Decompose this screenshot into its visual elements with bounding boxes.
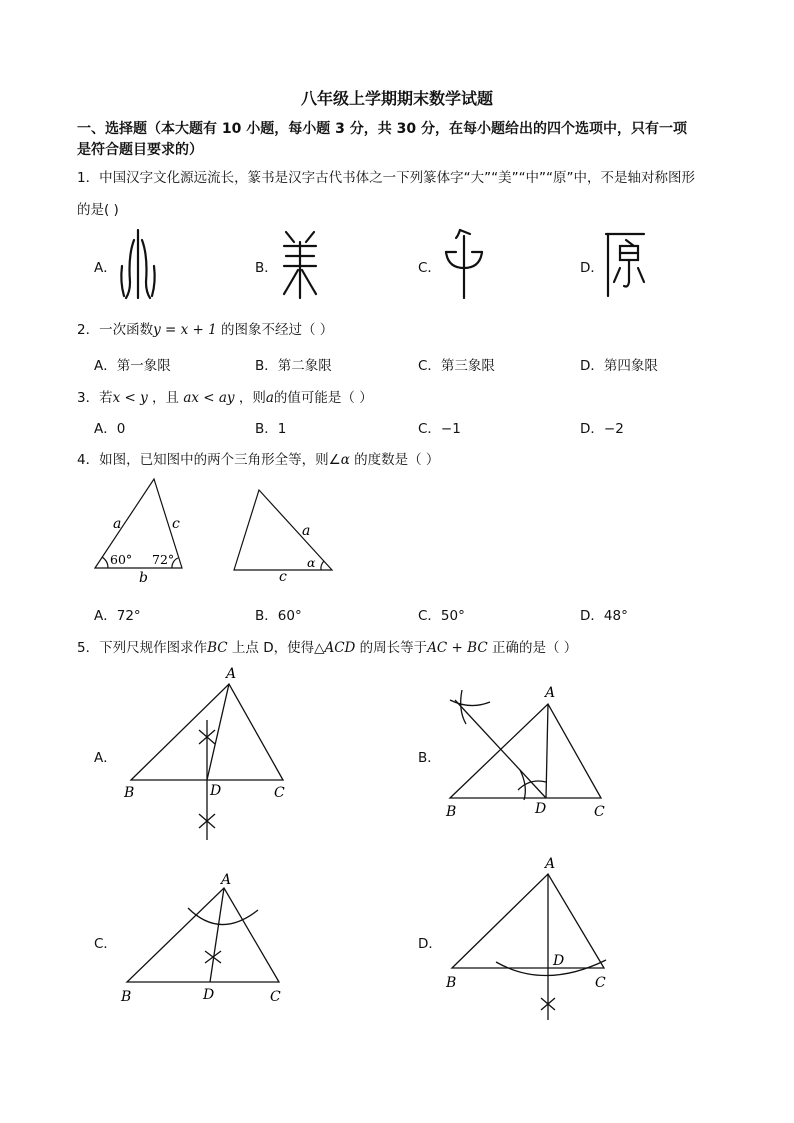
q5-fig-a-label-d: D (210, 783, 222, 799)
q4-t1-side-c: c (172, 516, 180, 532)
q5-triangle-acd: △ACD (314, 640, 356, 656)
q1-text-line2: 的是( ) (77, 202, 119, 218)
q5-mid2: 的周长等于 (355, 640, 428, 656)
q5-prefix: 5．下列尺规作图求作 (77, 640, 208, 656)
q4-prefix: 4．如图，已知图中的两个三角形全等，则∠ (77, 452, 341, 468)
q5-option-c-label[interactable]: C． (94, 936, 117, 952)
q2-option-d[interactable]: D．第四象限 (580, 358, 658, 374)
q1-option-b-label[interactable]: B． (255, 260, 278, 276)
q4-option-c[interactable]: C．50° (418, 608, 465, 624)
q5-fig-b-label-a: A (545, 685, 556, 701)
section-heading-line1: 一、选择题（本大题有 10 小题，每小题 3 分，共 30 分，在每小题给出的四个选项中，只有一项 (77, 121, 687, 137)
q2-option-c[interactable]: C．第三象限 (418, 358, 495, 374)
q5-fig-d-label-c: C (595, 975, 606, 991)
q4-var: α (340, 452, 350, 468)
q3-option-a[interactable]: A．0 (94, 421, 126, 437)
q5-fig-b-label-c: C (594, 804, 605, 820)
q5-fig-a-label-b: B (124, 785, 135, 801)
q3-option-b[interactable]: B．1 (255, 421, 287, 437)
q3-mid2: ，则 (234, 390, 266, 406)
q5-sum: AC + BC (427, 640, 488, 656)
q1-text-line1: 1．中国汉字文化源远流长，篆书是汉字古代书体之一下列篆体字“大”“美”“中”“原”中，不是轴对称图形 (77, 170, 696, 186)
q4-option-a[interactable]: A．72° (94, 608, 141, 624)
q2-option-a[interactable]: A．第一象限 (94, 358, 171, 374)
q5-fig-d-label-a: A (545, 856, 556, 872)
q3-condition-1: x < y (112, 390, 148, 406)
q4-t2-side-a: a (302, 523, 311, 539)
q5-mid: 上点 D，使得 (227, 640, 315, 656)
q5-fig-d-label-b: B (446, 975, 457, 991)
q1-option-a-label[interactable]: A． (94, 260, 117, 276)
q4-t2-angle-alpha: α (307, 555, 316, 570)
q4-option-d[interactable]: D．48° (580, 608, 628, 624)
q1-option-c-label[interactable]: C． (418, 260, 441, 276)
q4-t1-side-a: a (113, 516, 122, 532)
q5-fig-a-label-a: A (226, 666, 237, 682)
q5-fig-b-label-b: B (446, 804, 457, 820)
q3-mid: ，且 (147, 390, 184, 406)
q2-option-b[interactable]: B．第二象限 (255, 358, 332, 374)
q5-suffix: 正确的是（ ） (487, 640, 578, 656)
q4-option-b[interactable]: B．60° (255, 608, 302, 624)
q3-suffix: 的值可能是（ ） (273, 390, 373, 406)
q5-fig-b (450, 690, 601, 800)
q2-suffix: 的图象不经过（ ） (216, 322, 334, 338)
q1-option-d-label[interactable]: D． (580, 260, 604, 276)
section-heading-line2: 是符合题目要求的） (77, 142, 203, 158)
q5-option-a-label[interactable]: A． (94, 750, 117, 766)
q3-var: a (265, 390, 274, 406)
page-title: 八年级上学期期末数学试题 (300, 89, 493, 108)
q5-fig-c-label-c: C (270, 989, 281, 1005)
q4-t2-side-c: c (279, 569, 287, 585)
q4-t1-side-b: b (139, 570, 148, 586)
q5-fig-d-label-d: D (553, 953, 565, 969)
q5-fig-d (452, 874, 606, 1020)
q5-fig-c (127, 888, 279, 982)
q5-option-d-label[interactable]: D． (418, 936, 442, 952)
q5-fig-c-label-b: B (121, 989, 132, 1005)
q5-fig-a-label-c: C (274, 785, 285, 801)
q5-fig-c-label-a: A (221, 872, 232, 888)
q4-t1-angle-right: 72° (152, 552, 175, 567)
q5-fig-a (131, 684, 283, 840)
q2-prefix: 2．一次函数 (77, 322, 154, 338)
q3-condition-2: ax < ay (183, 390, 235, 406)
q4-t1-angle-left: 60° (110, 552, 133, 567)
q3-option-d[interactable]: D．−2 (580, 421, 624, 437)
q5-option-b-label[interactable]: B． (418, 750, 441, 766)
q5-bc: BC (207, 640, 228, 656)
q2-formula: y = x + 1 (153, 322, 217, 338)
q5-fig-b-label-d: D (535, 801, 547, 817)
q3-option-c[interactable]: C．−1 (418, 421, 461, 437)
q3-prefix: 3．若 (77, 390, 113, 406)
q5-fig-c-label-d: D (203, 987, 215, 1003)
q4-suffix: 的度数是（ ） (349, 452, 440, 468)
